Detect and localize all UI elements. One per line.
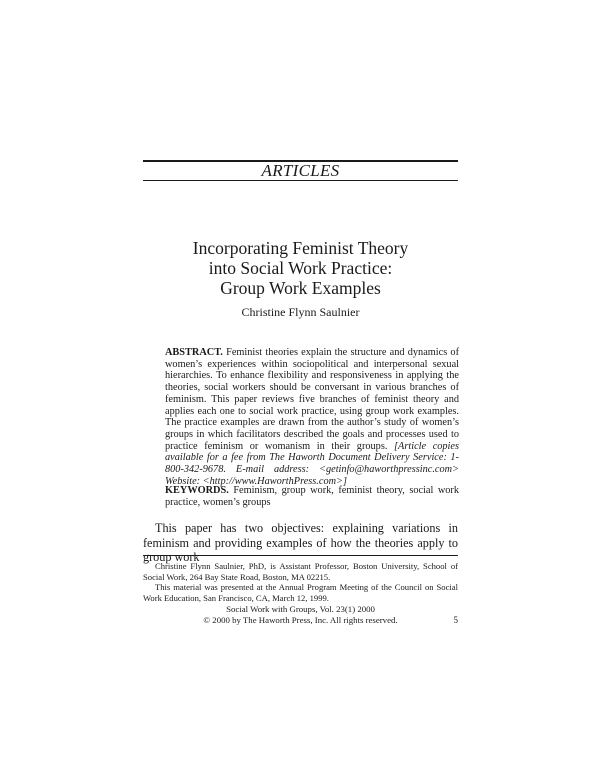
copyright-line: © 2000 by The Haworth Press, Inc. All rights reserved. xyxy=(203,614,398,625)
abstract-label: ABSTRACT. xyxy=(165,347,223,358)
section-rule-bottom xyxy=(143,180,458,181)
abstract-text: Feminist theories explain the structure and dynamics of women’s experiences within sociopolitical and interpersonal sexual hierarchies. To enhance flexibility and responsiveness in applying the theories, social workers should be conversant in various branches of feminism. This paper reviews five branches of feminist theory and applies each one to social work practice, using group work examples. The practice examples are drawn from the author’s study of women’s groups in which facilitators described the goals and processes used to practice feminism or womanism in their groups. xyxy=(165,347,460,452)
body-paragraph: This paper has two objectives: explaining variations in feminism and providing examples of how the theories apply to group work xyxy=(143,521,458,564)
title-line: Incorporating Feminist Theory xyxy=(192,238,409,258)
keywords-label: KEYWORDS. xyxy=(165,485,229,496)
abstract-note: [Article copies available for a fee from The Haworth Document Delivery Service: 1-800-342-9678. E-mail address: <getinfo@haworthpressinc.com> Website: <http://www.HaworthPress.com>] xyxy=(165,440,459,487)
article-title xyxy=(143,238,458,298)
page-number: 5 xyxy=(453,615,458,625)
footnote-presentation: This material was presented at the Annual Program Meeting of the Council on Social Work Education, San Francisco, CA, March 12, 1999. xyxy=(143,582,458,603)
title-line: into Social Work Practice: xyxy=(208,258,393,278)
keywords-text: Feminism, group work, feminist theory, social work practice, women’s groups xyxy=(165,485,460,508)
title-line: Group Work Examples xyxy=(220,278,381,298)
section-header: ARTICLES xyxy=(261,161,340,180)
author-name: Christine Flynn Saulnier xyxy=(241,305,360,319)
keywords xyxy=(165,485,459,508)
abstract xyxy=(165,347,459,487)
journal-info xyxy=(143,604,458,626)
footnote-author: Christine Flynn Saulnier, PhD, is Assistant Professor, Boston University, School of Social Work, 264 Bay State Road, Boston, MA 02215. xyxy=(143,561,458,582)
journal-line: Social Work with Groups, Vol. 23(1) 2000 xyxy=(226,604,375,614)
footnotes xyxy=(143,561,458,603)
footnote-rule xyxy=(143,555,458,556)
